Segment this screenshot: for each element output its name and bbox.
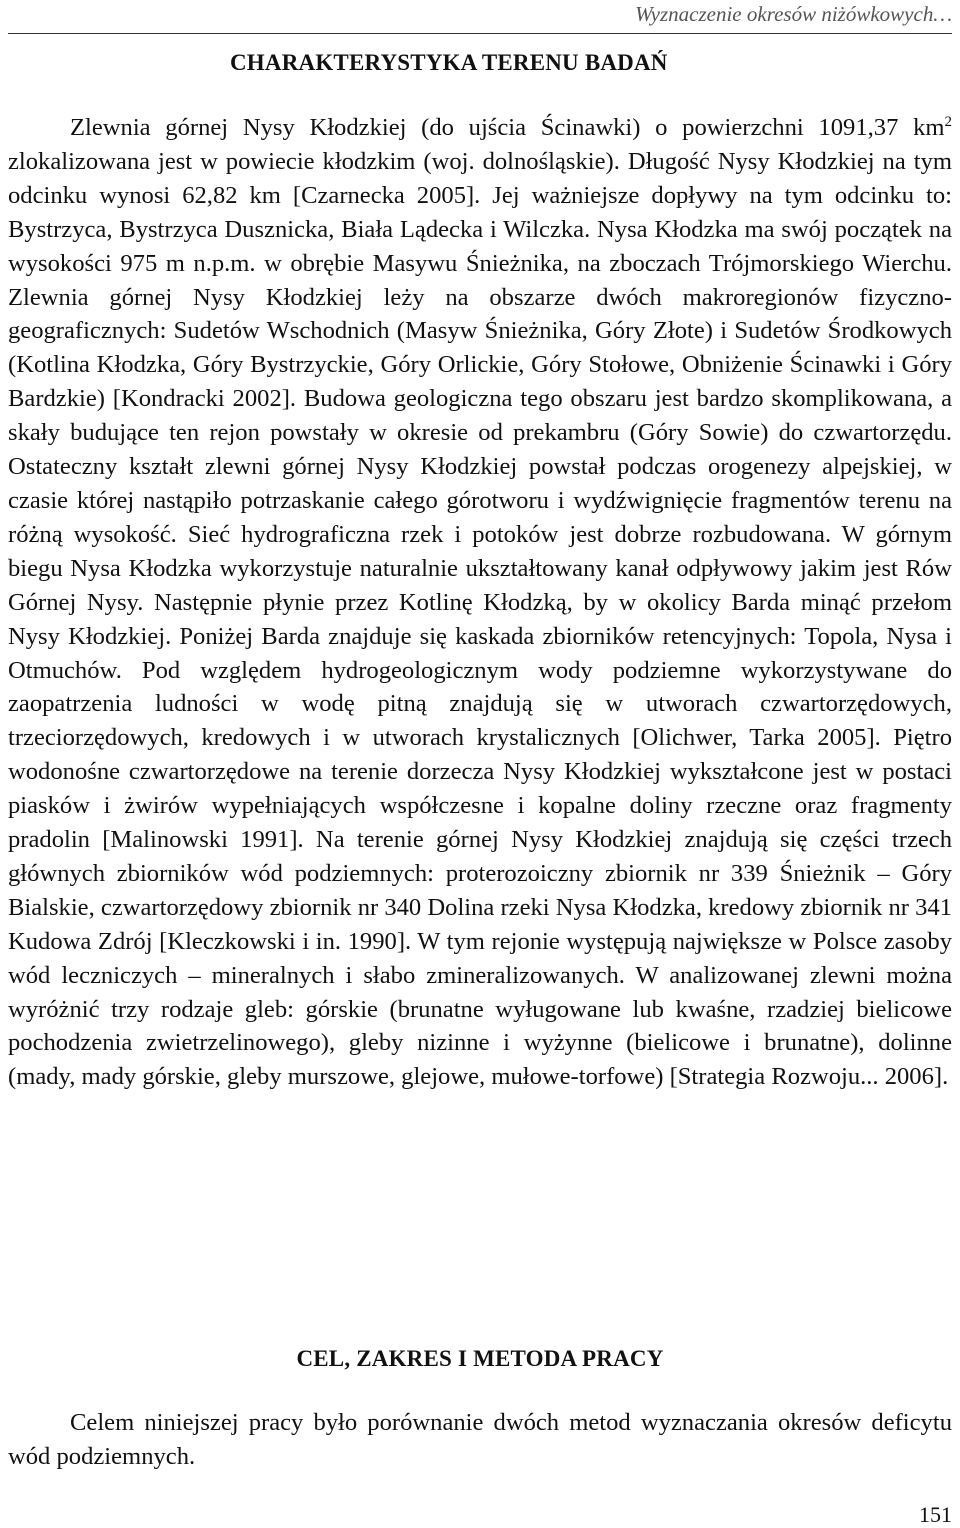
paragraph-text-start: Zlewnia górnej Nysy Kłodzkiej (do ujścia Ścinawki) o powierzchni 1091,37 km bbox=[70, 114, 945, 141]
area-unit-superscript: 2 bbox=[944, 113, 952, 130]
aim-paragraph: Celem niniejszej pracy było porównanie dwóch metod wyznaczania okresów deficytu wód podziemnych. bbox=[8, 1409, 952, 1470]
page-number: 151 bbox=[919, 1502, 952, 1527]
section-heading-study-area: CHARAKTERYSTYKA TERENU BADAŃ bbox=[230, 50, 668, 75]
running-title: Wyznaczenie okresów niżówkowych… bbox=[635, 2, 952, 26]
section-heading-aim-scope-method: CEL, ZAKRES I METODA PRACY bbox=[296, 1346, 664, 1371]
study-area-paragraph bbox=[8, 111, 952, 1094]
paragraph-text-rest: zlokalizowana jest w powiecie kłodzkim (woj. dolnośląskie). Długość Nysy Kłodzkiej na tym odcinku wynosi 62,82 km [Czarnecka 2005]. Jej ważniejsze dopływy na tym odcinku to: Bystrzyca, Bystrzyca Dusznicka, Biała Lądecka i Wilczka. Nysa Kłodzka ma swój początek na wysokości 975 m n.p.m. w obrębie Masywu Śnieżnika, na zboczach Trójmorskiego Wierchu. Zlewnia górnej Nysy Kłodzkiej leży na obszarze dwóch makroregionów fizyczno-geograficznych: Sudetów Wschodnich (Masyw Śnieżnika, Góry Złote) i Sudetów Środkowych (Kotlina Kłodzka, Góry Bystrzyckie, Góry Orlickie, Góry Stołowe, Obniżenie Ścinawki i Góry Bardzkie) [Kondracki 2002]. Budowa geologiczna tego obszaru jest bardzo skomplikowana, a skały budujące ten rejon powstały w okresie od prekambru (Góry Sowie) do czwartorzędu. Ostateczny kształt zlewni górnej Nysy Kłodzkiej powstał podczas orogenezy alpejskiej, w czasie której nastąpiło potrzaskanie całego górotworu i wydźwignięcie fragmentów terenu na różną wysokość. Sieć hydrograficzna rzek i potoków jest dobrze rozbudowana. W górnym biegu Nysa Kłodzka wykorzystuje naturalnie ukształtowany kanał odpływowy jakim jest Rów Górnej Nysy. Następnie płynie przez Kotlinę Kłodzką, by w okolicy Barda minąć przełom Nysy Kłodzkiej. Poniżej Barda znajduje się kaskada zbiorników retencyjnych: Topola, Nysa i Otmuchów. Pod względem hydrogeologicznym wody podziemne wykorzystywane do zaopatrzenia ludności w wodę pitną znajdują się w utworach czwartorzędowych, trzeciorzędowych, kredowych i w utworach krystalicznych [Olichwer, Tarka 2005]. Piętro wodonośne czwartorzędowe na terenie dorzecza Nysy Kłodzkiej wykształcone jest w postaci piasków i żwirów wypełniających współczesne i kopalne doliny rzeczne oraz fragmenty pradolin [Malinowski 1991]. Na terenie górnej Nysy Kłodzkiej znajdują się części trzech głównych zbiorników wód podziemnych: proterozoiczny zbiornik nr 339 Śnieżnik – Góry Bialskie, czwartorzędowy zbiornik nr 340 Dolina rzeki Nysa Kłodzka, kredowy zbiornik nr 341 Kudowa Zdrój [Kleczkowski i in. 1990]. W tym rejonie występują największe w Polsce zasoby wód leczniczych – mineralnych i słabo zmineralizowanych. W analizowanej zlewni można wyróżnić trzy rodzaje gleb: górskie (brunatne wyługowane lub kwaśne, rzadziej bielicowe pochodzenia zwietrzelinowego), gleby nizinne i wyżynne (bielicowe i brunatne), dolinne (mady, mady górskie, gleby murszowe, glejowe, mułowe-torfowe) [Strategia Rozwoju... 2006]. bbox=[8, 147, 952, 1091]
running-header bbox=[8, 2, 952, 34]
